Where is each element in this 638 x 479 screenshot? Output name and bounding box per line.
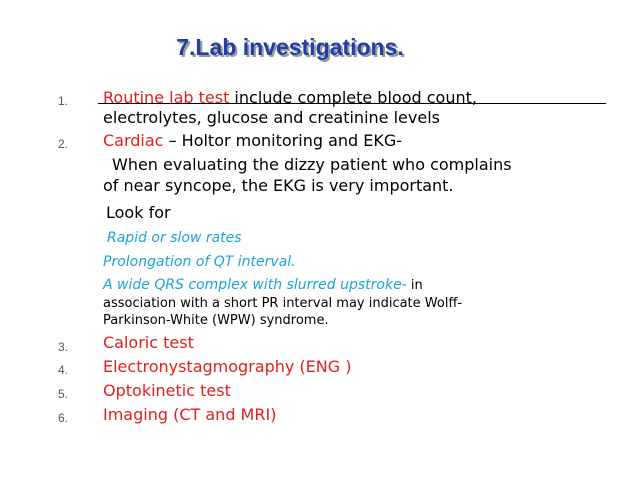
list-number-6: 6.	[58, 411, 69, 425]
bullet3-continuation-1: association with a short PR interval may indicate Wolff-	[103, 296, 463, 311]
look-for-label: Look for	[106, 203, 171, 222]
list-number-5: 5.	[58, 387, 69, 401]
bullet3-lead: A wide QRS complex with slurred upstroke-	[103, 277, 407, 293]
list-item-3: Caloric test	[103, 333, 194, 352]
list-item-5: Optokinetic test	[103, 381, 231, 400]
item1-rest: include complete blood count,	[229, 88, 477, 107]
list-number-2: 2.	[58, 137, 69, 151]
bullet3-rest: in	[406, 278, 423, 293]
slide-title: 7.Lab investigations.	[176, 34, 404, 60]
bullet-wide-qrs	[103, 275, 423, 295]
list-number-3: 3.	[58, 340, 69, 354]
list-number-1: 1.	[58, 94, 69, 108]
item2-desc-line2: of near syncope, the EKG is very important.	[103, 176, 454, 195]
list-number-4: 4.	[58, 363, 69, 377]
item2-lead: Cardiac	[103, 131, 164, 150]
list-item-6: Imaging (CT and MRI)	[103, 405, 277, 424]
bullet3-continuation-2: Parkinson-White (WPW) syndrome.	[103, 313, 329, 328]
list-item-4: Electronystagmography (ENG )	[103, 357, 352, 376]
list-item-2	[103, 131, 402, 151]
item1-lead: Routine lab test	[103, 88, 230, 107]
item1-continuation: electrolytes, glucose and creatinine levels	[103, 108, 440, 127]
bullet-qt-prolongation: Prolongation of QT interval.	[103, 254, 296, 270]
item2-desc-line1: When evaluating the dizzy patient who complains	[112, 155, 512, 174]
bullet-rapid-slow-rates: Rapid or slow rates	[107, 230, 242, 246]
item2-rest: – Holtor monitoring and EKG-	[163, 131, 403, 150]
list-item-1	[103, 88, 477, 108]
